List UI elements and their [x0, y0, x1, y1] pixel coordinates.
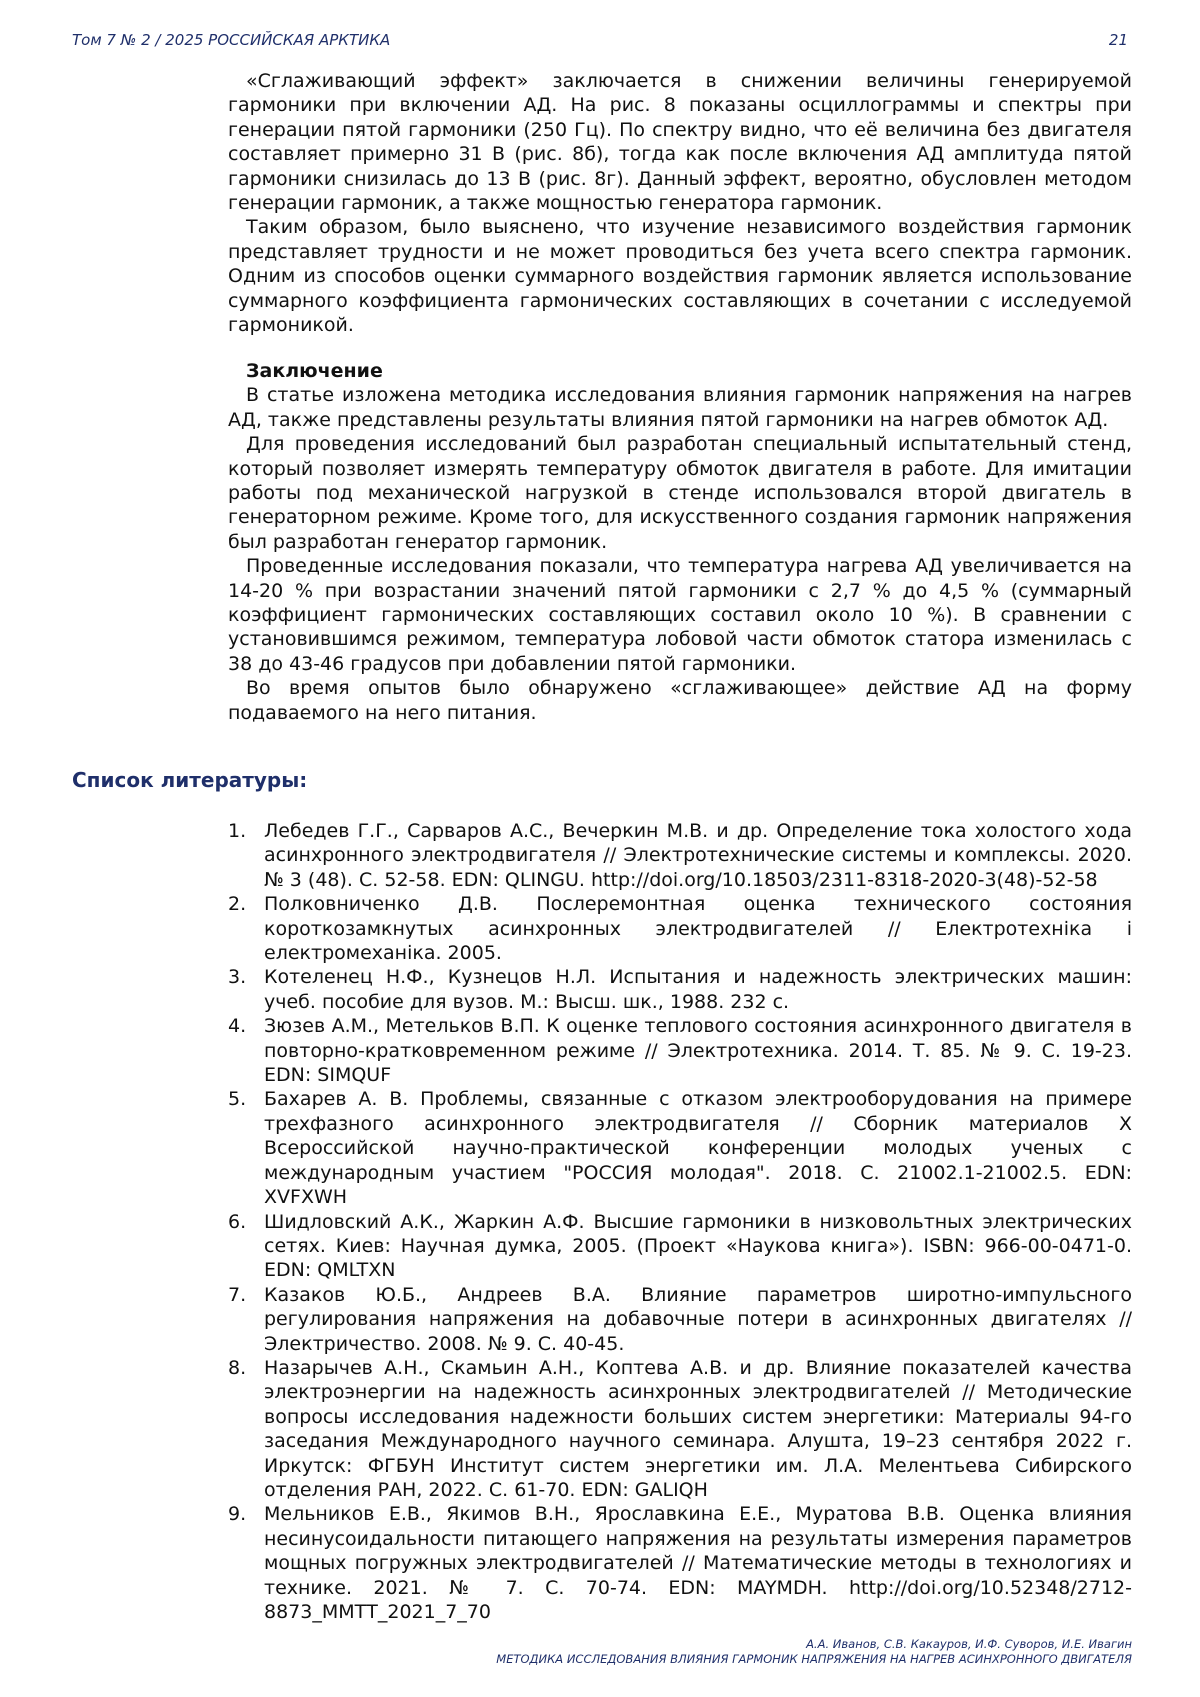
- reference-text: Назарычев А.Н., Скамьин А.Н., Коптева А.В. и др. Влияние показателей качества электроэнергии на надежность асинхронных электродвигателей // Методические вопросы исследования надежности больших систем энергетики: Материалы 94-го заседания Международного научного семинара. Алушта, 19–23 сентября 2022 г. Иркутск: ФГБУН Институт систем энергетики им. Л.А. Мелентьева Сибирского отделения РАН, 2022. С. 61-70. EDN: GALIQH: [264, 1356, 1132, 1501]
- reference-item: [228, 892, 1132, 965]
- conclusion-section: [228, 359, 1132, 725]
- reference-text: Зюзев А.М., Метельков В.П. К оценке теплового состояния асинхронного двигателя в повторно-кратковременном режиме // Электротехника. 2014. Т. 85. № 9. С. 19-23. EDN: SIMQUF: [264, 1015, 1132, 1087]
- reference-text: Мельников Е.В., Якимов В.Н., Ярославкина Е.Е., Муратова В.В. Оценка влияния несинусоидальности питающего напряжения на результаты измерения параметров мощных погружных электродвигателей // Математические методы в технологиях и технике. 2021. № 7. С. 70-74. EDN: MAYMDH. http://doi.org/10.52348/2712-8873_ММТТ_2021_7_70: [264, 1503, 1132, 1623]
- reference-text: Котеленец Н.Ф., Кузнецов Н.Л. Испытания и надежность электрических машин: учеб. пособие для вузов. М.: Высш. шк., 1988. 232 с.: [264, 966, 1132, 1013]
- reference-number: 7.: [228, 1283, 247, 1306]
- page-footer: [496, 1637, 1132, 1667]
- footer-authors: А.А. Иванов, С.В. Какауров, И.Ф. Суворов, И.Е. Ивагин: [806, 1637, 1132, 1651]
- reference-number: 4.: [228, 1015, 247, 1038]
- reference-number: 2.: [228, 893, 247, 916]
- reference-number: 8.: [228, 1356, 247, 1379]
- reference-number: 6.: [228, 1210, 247, 1233]
- reference-text: Казаков Ю.Б., Андреев В.А. Влияние параметров широтно-импульсного регулирования напряжения на добавочные потери в асинхронных двигателях // Электричество. 2008. № 9. С. 40-45.: [264, 1283, 1132, 1355]
- reference-number: 3.: [228, 966, 247, 989]
- conclusion-heading: Заключение: [246, 360, 383, 382]
- reference-item: [228, 819, 1132, 892]
- journal-title: Том 7 № 2 / 2025 РОССИЙСКАЯ АРКТИКА: [72, 31, 391, 49]
- references-heading: Список литературы:: [72, 768, 308, 792]
- reference-item: [228, 965, 1132, 1014]
- paragraph: Таким образом, было выяснено, что изучение независимого воздействия гармоник представляет трудности и не может проводиться без учета всего спектра гармоник. Одним из способов оценки суммарного воздействия гармоник является использование суммарного коэффициента гармонических составляющих в сочетании с исследуемой гармоникой.: [228, 216, 1132, 337]
- reference-text: Бахарев А. В. Проблемы, связанные с отказом электрооборудования на примере трехфазного асинхронного электродвигателя // Сборник материалов X Всероссийской научно-практической конференции молодых ученых с международным участием "РОССИЯ молодая". 2018. С. 21002.1-21002.5. EDN: XVFXWH: [264, 1088, 1132, 1209]
- reference-item: [228, 1356, 1132, 1502]
- reference-number: 5.: [228, 1088, 247, 1111]
- reference-number: 1.: [228, 820, 247, 842]
- paragraph: Во время опытов было обнаружено «сглаживающее» действие АД на форму подаваемого на него питания.: [228, 677, 1132, 724]
- reference-item: [228, 1283, 1132, 1356]
- reference-item: [228, 1087, 1132, 1209]
- reference-item: [228, 1502, 1132, 1624]
- reference-text: Полковниченко Д.В. Послеремонтная оценка технического состояния короткозамкнутых асинхронных электродвигателей // Електротехніка і електромеханіка. 2005.: [264, 893, 1132, 965]
- footer-article-title: МЕТОДИКА ИССЛЕДОВАНИЯ ВЛИЯНИЯ ГАРМОНИК НАПРЯЖЕНИЯ НА НАГРЕВ АСИНХРОННОГО ДВИГАТЕЛЯ: [496, 1652, 1132, 1666]
- paragraph: «Сглаживающий эффект» заключается в снижении величины генерируемой гармоники при включении АД. На рис. 8 показаны осциллограммы и спектры при генерации пятой гармоники (250 Гц). По спектру видно, что её величина без двигателя составляет примерно 31 В (рис. 8б), тогда как после включения АД амплитуда пятой гармоники снизилась до 13 В (рис. 8г). Данный эффект, вероятно, обусловлен методом генерации гармоник, а также мощностью генератора гармоник.: [228, 70, 1132, 215]
- paragraph: В статье изложена методика исследования влияния гармоник напряжения на нагрев АД, также представлены результаты влияния пятой гармоники на нагрев обмоток АД.: [228, 384, 1132, 431]
- reference-item: [228, 1014, 1132, 1087]
- running-head: [72, 31, 1128, 53]
- intro-section: [228, 69, 1132, 337]
- paragraph: Проведенные исследования показали, что температура нагрева АД увеличивается на 14-20 % при возрастании значений пятой гармоники с 2,7 % до 4,5 % (суммарный коэффициент гармонических составляющих составил около 10 %). В сравнении с установившимся режимом, температура лобовой части обмоток статора изменилась с 38 до 43-46 градусов при добавлении пятой гармоники.: [228, 555, 1132, 675]
- reference-item: [228, 1210, 1132, 1283]
- reference-list: [228, 819, 1132, 1624]
- page-number: 21: [1108, 31, 1128, 49]
- reference-text: Лебедев Г.Г., Сарваров А.С., Вечеркин М.В. и др. Определение тока холостого хода асинхронного электродвигателя // Электротехнические системы и комплексы. 2020. № 3 (48). С. 52-58. EDN: QLINGU. http://doi.org/10.18503/2311-8318-2020-3(48)-52-58: [264, 820, 1132, 891]
- reference-number: 9.: [228, 1503, 247, 1526]
- reference-text: Шидловский А.К., Жаркин А.Ф. Высшие гармоники в низковольтных электрических сетях. Киев: Научная думка, 2005. (Проект «Наукова книга»). ISBN: 966-00-0471-0. EDN: QMLTXN: [264, 1210, 1132, 1282]
- paragraph: Для проведения исследований был разработан специальный испытательный стенд, который позволяет измерять температуру обмоток двигателя в работе. Для имитации работы под механической нагрузкой в стенде использовался второй двигатель в генераторном режиме. Кроме того, для искусственного создания гармоник напряжения был разработан генератор гармоник.: [228, 433, 1132, 553]
